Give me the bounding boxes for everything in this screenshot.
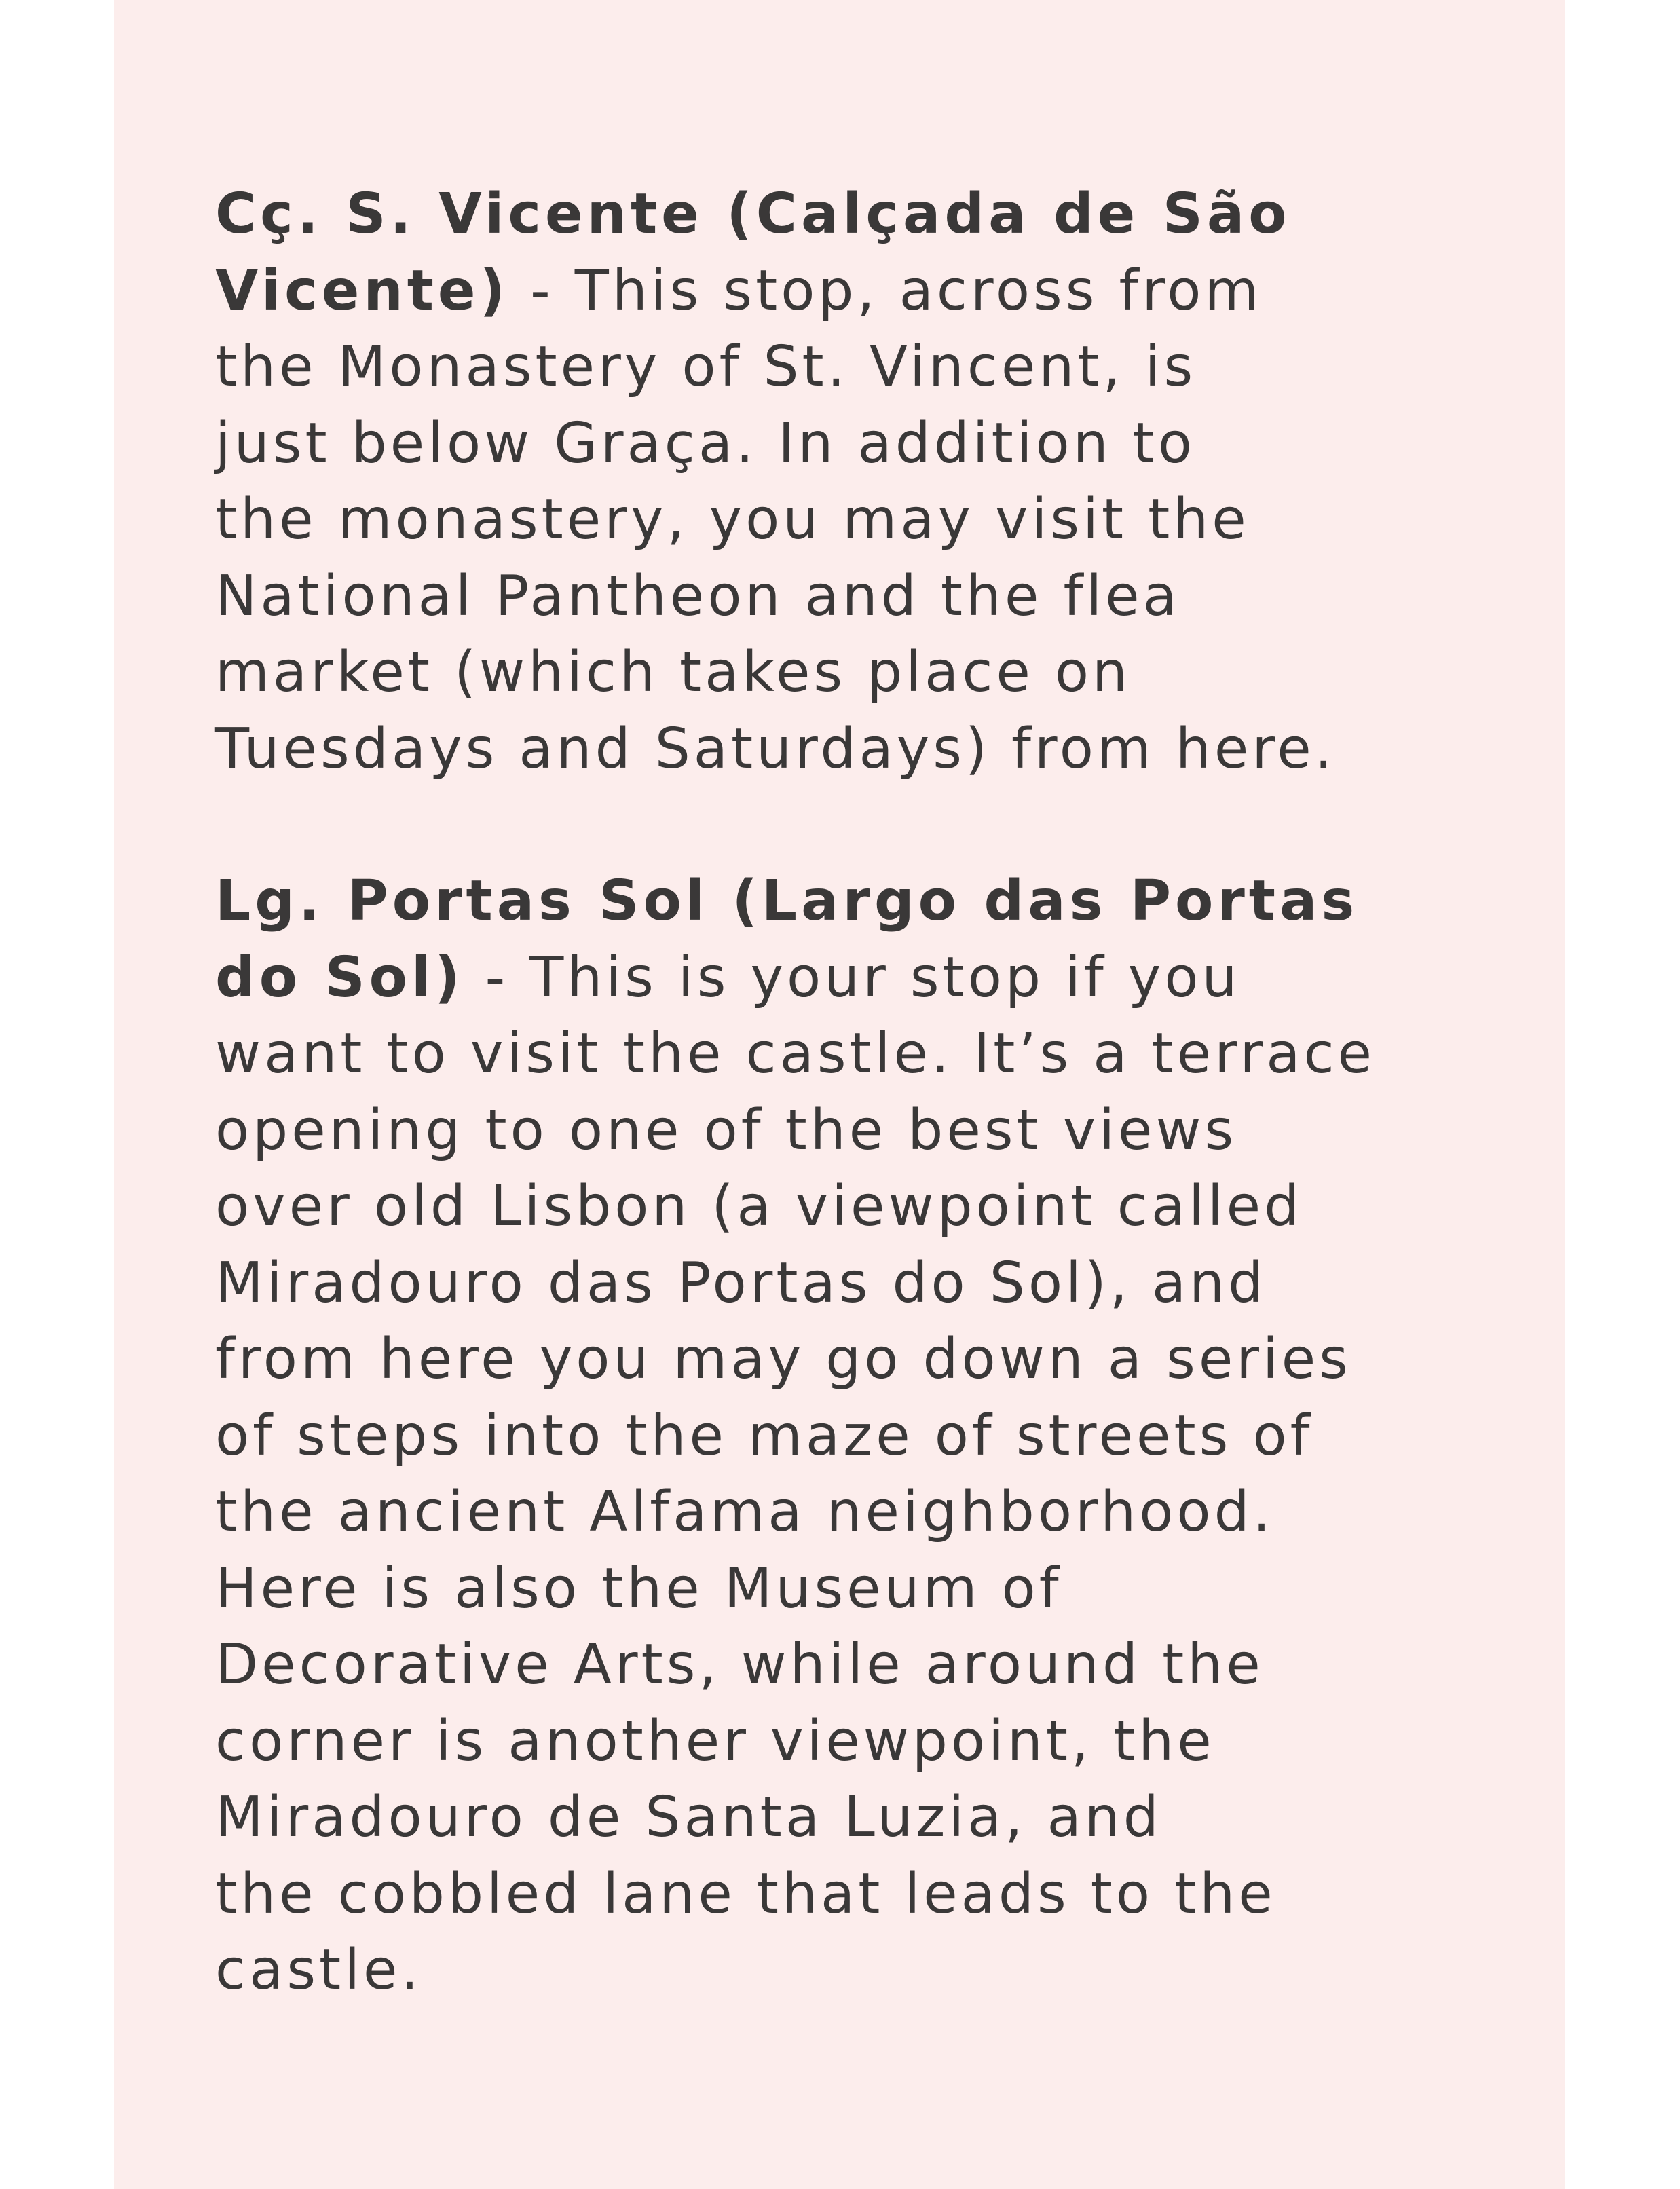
- entry-body-line: corner is another viewpoint, the: [215, 1708, 1215, 1774]
- entry-body-line: just below Graça. In addition to: [215, 411, 1196, 476]
- stop-entry-portas-sol: [215, 863, 1546, 2009]
- entry-body-line: Miradouro de Santa Luzia, and: [215, 1785, 1162, 1850]
- entry-body-line: want to visit the castle. It’s a terrace: [215, 1022, 1375, 1086]
- entry-body-line: of steps into the maze of streets of: [215, 1403, 1313, 1468]
- entry-body-lead: - This stop, across from: [509, 258, 1263, 323]
- entry-body-line: the ancient Alfama neighborhood.: [215, 1480, 1274, 1544]
- entry-body-line: Here is also the Museum of: [215, 1556, 1062, 1621]
- stop-entry-sao-vicente: [215, 176, 1546, 787]
- entry-body-line: castle.: [215, 1938, 422, 2002]
- entry-title-second-line: [215, 940, 1546, 1017]
- page-panel: [114, 0, 1565, 2189]
- entry-body-line: Tuesdays and Saturdays) from here.: [215, 716, 1336, 781]
- entry-body-line: National Pantheon and the flea: [215, 563, 1180, 629]
- entry-body-line: the cobbled lane that leads to the: [215, 1861, 1276, 1926]
- entry-title-line: Lg. Portas Sol (Largo das Portas: [215, 869, 1359, 933]
- entry-body-line: the monastery, you may visit the: [215, 487, 1250, 552]
- entry-body-line: over old Lisbon (a viewpoint called: [215, 1174, 1303, 1239]
- text-column: [215, 176, 1546, 2085]
- entry-title-line: Vicente): [215, 258, 510, 323]
- entry-body-line: the Monastery of St. Vincent, is: [215, 335, 1197, 399]
- entry-body-lead: - This is your stop if you: [464, 945, 1241, 1010]
- entry-body-line: opening to one of the best views: [215, 1098, 1237, 1163]
- entry-body-line: from here you may go down a series: [215, 1327, 1351, 1391]
- entry-body-line: Decorative Arts, while around the: [215, 1632, 1264, 1697]
- entry-title-line: do Sol): [215, 945, 464, 1010]
- entry-title-line: Cç. S. Vicente (Calçada de São: [215, 182, 1291, 246]
- entry-title-second-line: [215, 253, 1546, 330]
- entry-body-line: Miradouro das Portas do Sol), and: [215, 1250, 1267, 1315]
- entry-body-line: market (which takes place on: [215, 640, 1132, 705]
